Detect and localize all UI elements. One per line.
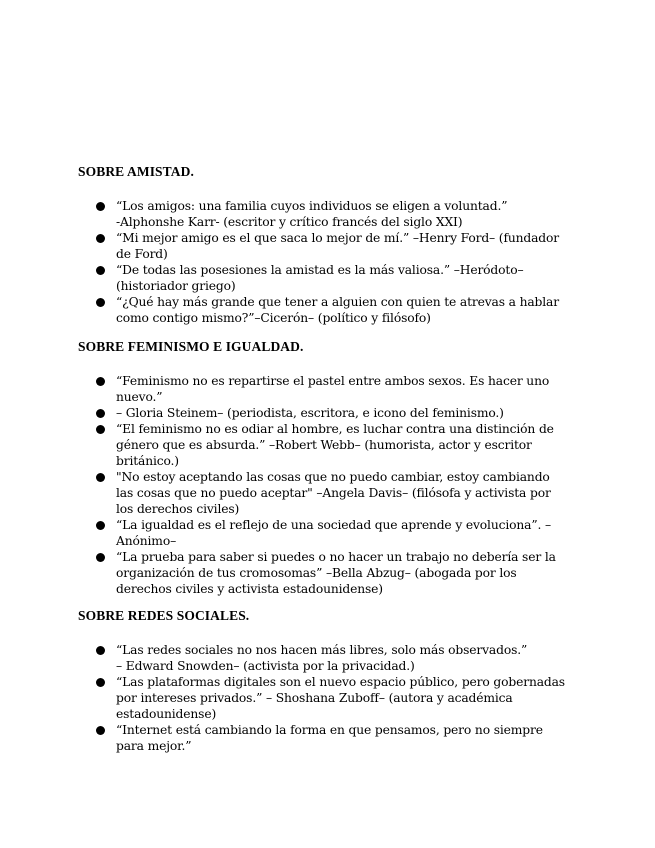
quote-item: [78, 294, 568, 326]
quote-text: “Los amigos: una familia cuyos individuos se eligen a voluntad.” -Alphonshe Karr- (escritor y crítico francés del siglo XXI): [116, 199, 508, 229]
bullet-icon: [96, 553, 105, 562]
quote-item: [78, 642, 568, 674]
quote-text: "No estoy aceptando las cosas que no puedo cambiar, estoy cambiando las cosas que no puedo aceptar" –Angela Davis– (filósofa y activista por los derechos civiles): [116, 470, 551, 516]
quote-text: “¿Qué hay más grande que tener a alguien con quien te atrevas a hablar como contigo mismo?”–Cicerón– (político y filósofo): [116, 295, 559, 325]
quote-text: “El feminismo no es odiar al hombre, es luchar contra una distinción de género que es absurda.” –Robert Webb– (humorista, actor y escritor británico.): [116, 422, 554, 468]
bullet-icon: [96, 521, 105, 530]
quote-item: [78, 405, 568, 421]
quote-text: “De todas las posesiones la amistad es la más valiosa.” –Heródoto– (historiador griego): [116, 263, 524, 293]
quote-item: [78, 469, 568, 517]
section-title: SOBRE REDES SOCIALES.: [78, 608, 250, 623]
quote-item: [78, 549, 568, 597]
quote-text: “Feminismo no es repartirse el pastel entre ambos sexos. Es hacer uno nuevo.”: [116, 374, 550, 404]
section-amistad: [78, 164, 578, 325]
bullet-icon: [96, 726, 105, 735]
bullet-icon: [96, 473, 105, 482]
quote-item: [78, 262, 568, 294]
bullet-icon: [96, 678, 105, 687]
section-redes-sociales: [78, 608, 578, 753]
quote-item: [78, 722, 568, 754]
quote-list: [78, 198, 578, 326]
bullet-icon: [96, 646, 105, 655]
bullet-icon: [96, 298, 105, 307]
bullet-icon: [96, 202, 105, 211]
quote-item: [78, 517, 568, 549]
quote-text: “Las redes sociales no nos hacen más libres, solo más observados.” – Edward Snowden– (activista por la privacidad.): [116, 643, 528, 673]
bullet-icon: [96, 234, 105, 243]
section-title: SOBRE AMISTAD.: [78, 164, 194, 179]
bullet-icon: [96, 425, 105, 434]
quote-text: “Mi mejor amigo es el que saca lo mejor de mí.” –Henry Ford– (fundador de Ford): [116, 231, 559, 261]
quote-text: “Las plataformas digitales son el nuevo espacio público, pero gobernadas por intereses privados.” – Shoshana Zuboff– (autora y académica estadounidense): [116, 675, 565, 721]
bullet-icon: [96, 266, 105, 275]
section-feminismo: [78, 339, 578, 596]
quote-text: “La igualdad es el reflejo de una sociedad que aprende y evoluciona”. –Anónimo–: [116, 518, 551, 548]
quote-item: [78, 674, 568, 722]
section-title: SOBRE FEMINISMO E IGUALDAD.: [78, 339, 304, 354]
quote-text: – Gloria Steinem– (periodista, escritora, e icono del feminismo.): [116, 406, 504, 420]
quote-list: [78, 642, 578, 754]
bullet-icon: [96, 377, 105, 386]
quote-item: [78, 421, 568, 469]
quote-item: [78, 230, 568, 262]
quote-text: “La prueba para saber si puedes o no hacer un trabajo no debería ser la organización de tus cromosomas” –Bella Abzug– (abogada por los derechos civiles y activista estadounidense): [116, 550, 556, 596]
bullet-icon: [96, 409, 105, 418]
quote-item: [78, 373, 568, 405]
quote-item: [78, 198, 568, 230]
quote-list: [78, 373, 578, 597]
quote-text: “Internet está cambiando la forma en que pensamos, pero no siempre para mejor.”: [116, 723, 543, 753]
